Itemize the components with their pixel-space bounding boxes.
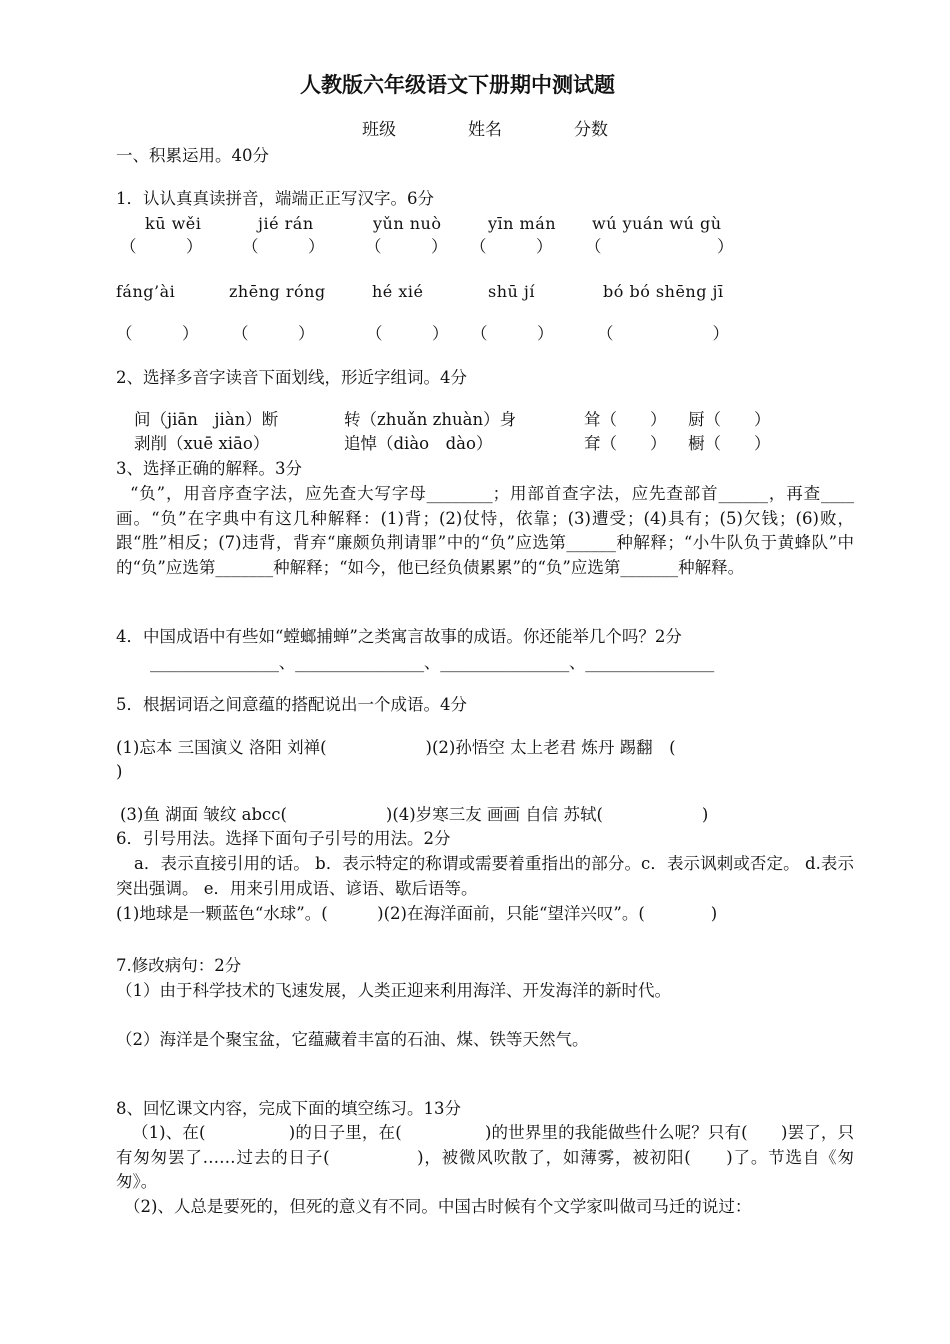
pinyin: hé xié xyxy=(372,282,424,301)
q2-item: 厨（ ） xyxy=(688,410,771,429)
pinyin: kū wěi xyxy=(145,214,202,233)
q2-item: 橱（ ） xyxy=(688,434,771,453)
q3-body: “负”，用音序查字法，应先查大写字母________；用部首查字法，应先查部首______，再查____画。“负”在字典中有这几种解释：(1)背；(2)仗恃，依靠；(3)遭受；(4)具有；(5)欠钱；(6)败，跟“胜”相反；(7)违背，背弃“廉颇负荆请罪”中的“负”应选第______种解释；“小牛队负于黄蜂队”中的“负”应选第_______种解释；“如今，他已经负债累累”的“负”应选第_______种解释。 xyxy=(116,484,854,577)
q4-prompt: 4．中国成语中有些如“螳螂捕蝉”之类寓言故事的成语。你还能举几个吗？2分 xyxy=(116,627,682,646)
answer-blank[interactable]: （ ） xyxy=(116,324,199,343)
answer-blank[interactable]: （ ） xyxy=(597,324,729,343)
answer-blank[interactable]: （ ） xyxy=(471,324,554,343)
class-label: 班级 xyxy=(362,120,396,140)
q3-prompt: 3、选择正确的解释。3分 xyxy=(116,459,302,478)
q2-item: 耷（ ） xyxy=(584,434,667,453)
answer-blank[interactable]: （ ） xyxy=(585,237,734,256)
q2-prompt: 2、选择多音字读音下面划线，形近字组词。4分 xyxy=(116,368,467,387)
q2-item: 剥削（xuē xiāo） xyxy=(134,434,270,453)
q6-prompt: 6．引号用法。选择下面句子引号的用法。2分 xyxy=(116,829,451,848)
score-label: 分数 xyxy=(574,120,608,140)
q8-paragraph: （1)、在( )的日子里，在( )的世界里的我能做些什么呢？只有( )罢了，只有匆匆罢了……过去的日子( )，被微风吹散了，如薄雾，被初阳( )了。节选自《匆匆》。 xyxy=(116,1123,854,1191)
q7-sentence: （1）由于科学技术的飞速发展，人类正迎来利用海洋、开发海洋的新时代。 xyxy=(116,981,671,1000)
answer-blank[interactable]: （ ） xyxy=(242,237,325,256)
q2-item: 间（jiān jiàn）断 xyxy=(134,410,279,429)
pinyin: jié rán xyxy=(258,214,314,233)
name-label: 姓名 xyxy=(468,120,502,140)
q7-prompt: 7.修改病句：2分 xyxy=(116,956,242,975)
exam-title: 人教版六年级语文下册期中测试题 xyxy=(300,73,615,97)
q8-paragraph: （2)、人总是要死的，但死的意义有不同。中国古时候有个文学家叫做司马迁的说过： xyxy=(124,1197,752,1216)
pinyin: yǔn nuò xyxy=(373,214,442,233)
q4-blanks[interactable]: ________________、________________、________________、________________ xyxy=(150,653,715,672)
answer-blank[interactable]: （ ） xyxy=(232,324,315,343)
pinyin: fáng’ài xyxy=(116,282,176,301)
answer-blank[interactable]: （ ） xyxy=(366,324,449,343)
q6-items: (1)地球是一颗蓝色“水球”。( )(2)在海洋面前，只能“望洋兴叹”。( ) xyxy=(116,904,718,923)
answer-blank[interactable]: （ ） xyxy=(470,237,553,256)
pinyin: wú yuán wú gù xyxy=(592,214,722,233)
pinyin: zhēng róng xyxy=(229,282,326,301)
pinyin: shū jí xyxy=(488,282,535,301)
answer-blank[interactable]: （ ） xyxy=(365,237,448,256)
q5-line: (1)忘本 三国演义 洛阳 刘禅( )(2)孙悟空 太上老君 炼丹 踢翻 ( xyxy=(116,738,676,757)
q5-line: ) xyxy=(116,762,123,781)
pinyin: yīn mán xyxy=(488,214,557,233)
q1-prompt: 1．认认真真读拼音，端端正正写汉字。6分 xyxy=(116,189,434,208)
section-heading: 一、积累运用。40分 xyxy=(116,146,269,165)
q2-item: 耸（ ） xyxy=(584,410,667,429)
q7-sentence: （2）海洋是个聚宝盆，它蕴藏着丰富的石油、煤、铁等天然气。 xyxy=(116,1030,589,1049)
q2-item: 追悼（diào dào） xyxy=(344,434,493,453)
answer-blank[interactable]: （ ） xyxy=(120,237,203,256)
pinyin: bó bó shēng jī xyxy=(603,282,724,301)
q5-line: (3)鱼 湖面 皱纹 abcc( )(4)岁寒三友 画画 自信 苏轼( ) xyxy=(120,805,709,824)
q2-item: 转（zhuǎn zhuàn）身 xyxy=(344,410,517,429)
q8-prompt: 8、回忆课文内容，完成下面的填空练习。13分 xyxy=(116,1099,461,1118)
q6-options: a．表示直接引用的话。 b．表示特定的称谓或需要着重指出的部分。c．表示讽刺或否定。 d.表示突出强调。 e．用来引用成语、谚语、歇后语等。 xyxy=(116,854,854,898)
q5-prompt: 5．根据词语之间意蕴的搭配说出一个成语。4分 xyxy=(116,695,467,714)
